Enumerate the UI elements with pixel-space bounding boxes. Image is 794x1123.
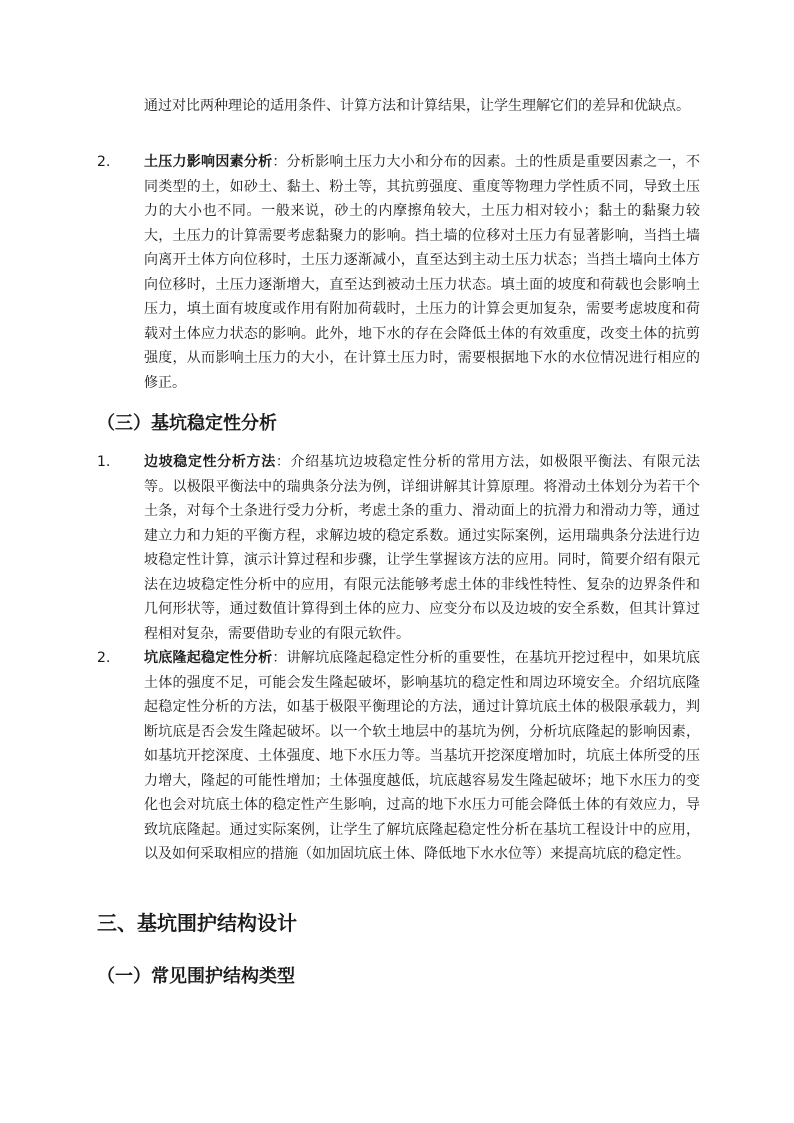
heading-section-retaining-design: 三、基坑围护结构设计	[97, 911, 297, 935]
list-number: 1.	[97, 454, 111, 470]
list-item-text	[144, 150, 700, 395]
list-item-body: 讲解坑底隆起稳定性分析的重要性，在基坑开挖过程中，如果坑底土体的强度不足，可能会发生隆起破坏，影响基坑的稳定性和周边环境安全。介绍坑底隆起稳定性分析的方法，如基于极限平衡理论的方法，通过计算坑底土体的极限承载力，判断坑底是否会发生隆起破坏。以一个软土地层中的基坑为例，分析坑底隆起的影响因素，如基坑开挖深度、土体强度、地下水压力等。当基坑开挖深度增加时，坑底土体所受的压力增大，隆起的可能性增加；土体强度越低，坑底越容易发生隆起破坏；地下水压力的变化也会对坑底土体的稳定性产生影响，过高的地下水压力可能会降低土体的有效应力，导致坑底隆起。通过实际案例，让学生了解坑底隆起稳定性分析在基坑工程设计中的应用，以及如何采取相应的措施（如加固坑底土体、降低地下水水位等）来提高坑底的稳定性。	[144, 650, 701, 862]
list-item-title: 边坡稳定性分析方法	[144, 454, 276, 470]
list-item-separator: ：	[275, 454, 291, 470]
heading-stability-analysis: （三）基坑稳定性分析	[97, 413, 277, 434]
list-item-separator: ：	[272, 650, 287, 666]
list-item-title: 坑底隆起稳定性分析	[144, 650, 273, 666]
list-number: 2.	[97, 650, 111, 666]
continuation-paragraph: 通过对比两种理论的适用条件、计算方法和计算结果，让学生理解它们的差异和优缺点。	[144, 98, 690, 114]
list-item-body: 介绍基坑边坡稳定性分析的常用方法，如极限平衡法、有限元法等。以极限平衡法中的瑞典条分法为例，详细讲解其计算原理。将滑动土体划分为若干个土条，对每个土条进行受力分析，考虑土条的重力、滑动面上的抗滑力和滑动力等，通过建立力和力矩的平衡方程，求解边坡的稳定系数。通过实际案例，运用瑞典条分法进行边坡稳定性计算，演示计算过程和步骤，让学生掌握该方法的应用。同时，简要介绍有限元法在边坡稳定性分析中的应用，有限元法能够考虑土体的非线性特性、复杂的边界条件和几何形状等，通过数值计算得到土体的应力、应变分布以及边坡的安全系数，但其计算过程相对复杂，需要借助专业的有限元软件。	[144, 454, 701, 642]
heading-retaining-types: （一）常见围护结构类型	[97, 966, 295, 987]
list-item-body: 分析影响土压力大小和分布的因素。土的性质是重要因素之一，不同类型的土，如砂土、黏土、粉土等，其抗剪强度、重度等物理力学性质不同，导致土压力的大小也不同。一般来说，砂土的内摩擦角较大，土压力相对较小；黏土的黏聚力较大，土压力的计算需要考虑黏聚力的影响。挡土墙的位移对土压力有显著影响，当挡土墙向离开土体方向位移时，土压力逐渐减小，直至达到主动土压力状态；当挡土墙向土体方向位移时，土压力逐渐增大，直至达到被动土压力状态。填土面的坡度和荷载也会影响土压力，填土面有坡度或作用有附加荷载时，土压力的计算会更加复杂，需要考虑坡度和荷载对土体应力状态的影响。此外，地下水的存在会降低土体的有效重度，改变土体的抗剪强度，从而影响土压力的大小，在计算土压力时，需要根据地下水的水位情况进行相应的修正。	[144, 154, 701, 391]
list-number: 2.	[97, 154, 111, 170]
list-item-separator: ：	[272, 154, 287, 170]
list-item-title: 土压力影响因素分析	[144, 154, 273, 170]
list-item-text	[144, 450, 700, 646]
list-item-text	[144, 646, 700, 867]
